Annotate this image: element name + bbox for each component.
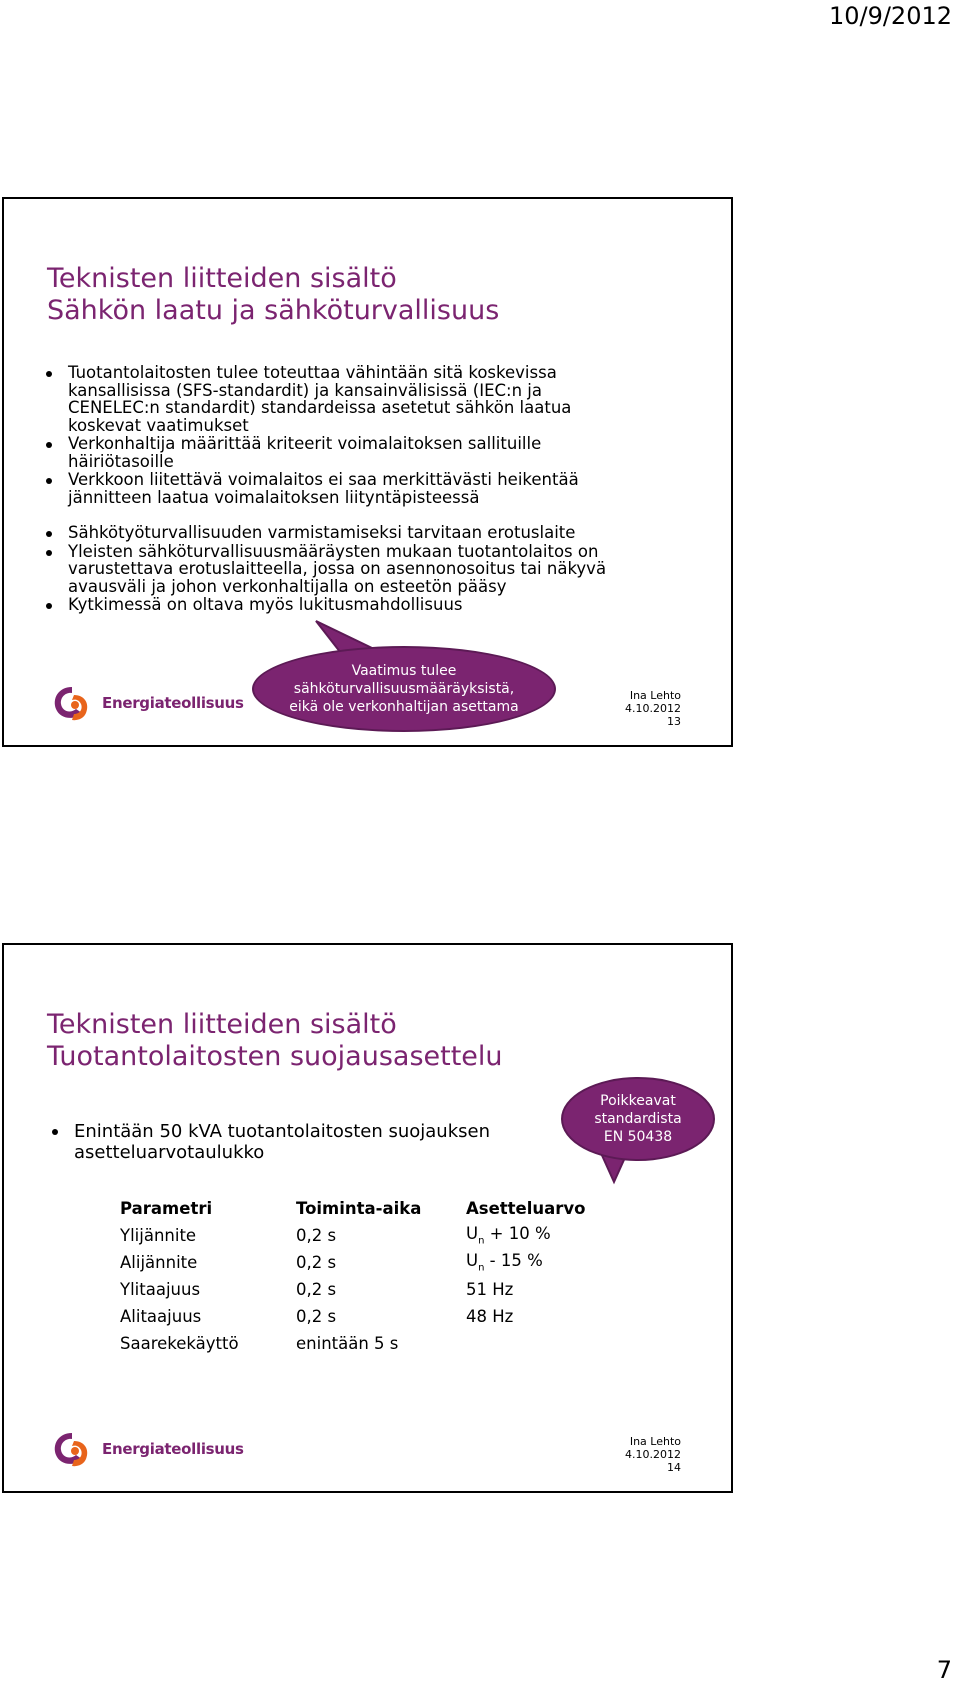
settings-table xyxy=(120,1195,606,1357)
logo-text: Energiateollisuus xyxy=(102,694,244,712)
cell-time: 0,2 s xyxy=(296,1253,337,1272)
table-row xyxy=(120,1276,606,1303)
energiateollisuus-logo xyxy=(50,683,244,723)
page-date: 10/9/2012 xyxy=(828,2,952,30)
footer-author: Ina Lehto xyxy=(629,689,681,702)
cell-value: $U_n + 10$ % xyxy=(466,1224,551,1247)
cell-parameter: Ylijännite xyxy=(120,1226,197,1245)
table-row xyxy=(120,1303,606,1330)
slide-title-line-1: Teknisten liitteiden sisältö xyxy=(47,1009,397,1040)
slide-title xyxy=(47,1009,503,1073)
bullet-dot-icon xyxy=(46,371,52,377)
logo-mark-icon xyxy=(50,1429,94,1469)
callout-bubble: Poikkeavat standardista EN 50438 xyxy=(561,1077,715,1161)
bullet-item: Enintään 50 kVA tuotantolaitosten suojauksen asetteluarvotaulukko xyxy=(74,1121,534,1163)
bullet-item: Verkonhaltija määrittää kriteerit voimalaitoksen sallituille häiriötasoille xyxy=(68,435,638,470)
cell-time: 0,2 s xyxy=(296,1280,337,1299)
footer-author: Ina Lehto xyxy=(629,1435,681,1448)
cell-value: $U_n - 15$ % xyxy=(466,1251,543,1274)
bullet-dot-icon xyxy=(46,603,52,609)
bullet-list xyxy=(68,364,638,614)
footer-date: 4.10.2012 xyxy=(625,1448,681,1461)
cell-value: 51 Hz xyxy=(466,1280,514,1299)
slide-title-line-1: Teknisten liitteiden sisältö xyxy=(47,263,397,294)
cell-parameter: Saarekekäyttö xyxy=(120,1334,239,1353)
footer-date: 4.10.2012 xyxy=(625,702,681,715)
bullet-dot-icon xyxy=(46,550,52,556)
column-header: Parametri xyxy=(120,1199,213,1218)
cell-parameter: Ylitaajuus xyxy=(120,1280,201,1299)
slide-13 xyxy=(2,197,733,747)
slide-title xyxy=(47,263,499,327)
cell-parameter: Alitaajuus xyxy=(120,1307,202,1326)
bullet-dot-icon xyxy=(46,478,52,484)
cell-value xyxy=(466,1330,606,1357)
logo-mark-icon xyxy=(50,683,94,723)
energiateollisuus-logo xyxy=(50,1429,244,1469)
bullet-item: Tuotantolaitosten tulee toteuttaa vähintään sitä koskevissa kansallisissa (SFS-standardit) ja kansainvälisissä (IEC:n ja CENELEC:n standardit) standardeissa asetetut sähkön laatua koskevat vaatimukset xyxy=(68,364,638,434)
cell-value: 48 Hz xyxy=(466,1307,514,1326)
column-header: Toiminta-aika xyxy=(296,1199,422,1218)
cell-time: 0,2 s xyxy=(296,1226,337,1245)
table-row xyxy=(120,1330,606,1357)
bullet-item: Kytkimessä on oltava myös lukitusmahdollisuus xyxy=(68,596,638,614)
slide-footer xyxy=(625,1435,681,1474)
cell-time: 0,2 s xyxy=(296,1307,337,1326)
table-row xyxy=(120,1222,606,1249)
slide-title-line-2: Tuotantolaitosten suojausasettelu xyxy=(47,1041,503,1072)
table-header-row xyxy=(120,1195,606,1222)
page-number: 7 xyxy=(936,1656,952,1684)
bullet-item: Yleisten sähköturvallisuusmääräysten mukaan tuotantolaitos on varustettava erotuslaitteella, jossa on asennonosoitus tai näkyvä avausväli ja johon verkonhaltijalla on esteetön pääsy xyxy=(68,543,638,596)
cell-parameter: Alijännite xyxy=(120,1253,198,1272)
bullet-dot-icon xyxy=(46,531,52,537)
bullet-dot-icon xyxy=(52,1129,58,1135)
footer-slide-number: 13 xyxy=(667,715,681,728)
logo-text: Energiateollisuus xyxy=(102,1440,244,1458)
bullet-list xyxy=(74,1121,534,1163)
cell-time: enintään 5 s xyxy=(296,1334,399,1353)
table-row xyxy=(120,1249,606,1276)
column-header: Asetteluarvo xyxy=(466,1199,586,1218)
footer-slide-number: 14 xyxy=(667,1461,681,1474)
slide-footer xyxy=(625,689,681,728)
callout-bubble: Vaatimus tulee sähköturvallisuusmääräyksistä, eikä ole verkonhaltijan asettama xyxy=(252,646,556,732)
slide-title-line-2: Sähkön laatu ja sähköturvallisuus xyxy=(47,295,500,326)
bullet-item: Verkkoon liitettävä voimalaitos ei saa merkittävästi heikentää jännitteen laatua voimalaitoksen liityntäpisteessä xyxy=(68,471,638,506)
slide-14 xyxy=(2,943,733,1493)
bullet-item: Sähkötyöturvallisuuden varmistamiseksi tarvitaan erotuslaite xyxy=(68,524,638,542)
bullet-dot-icon xyxy=(46,442,52,448)
